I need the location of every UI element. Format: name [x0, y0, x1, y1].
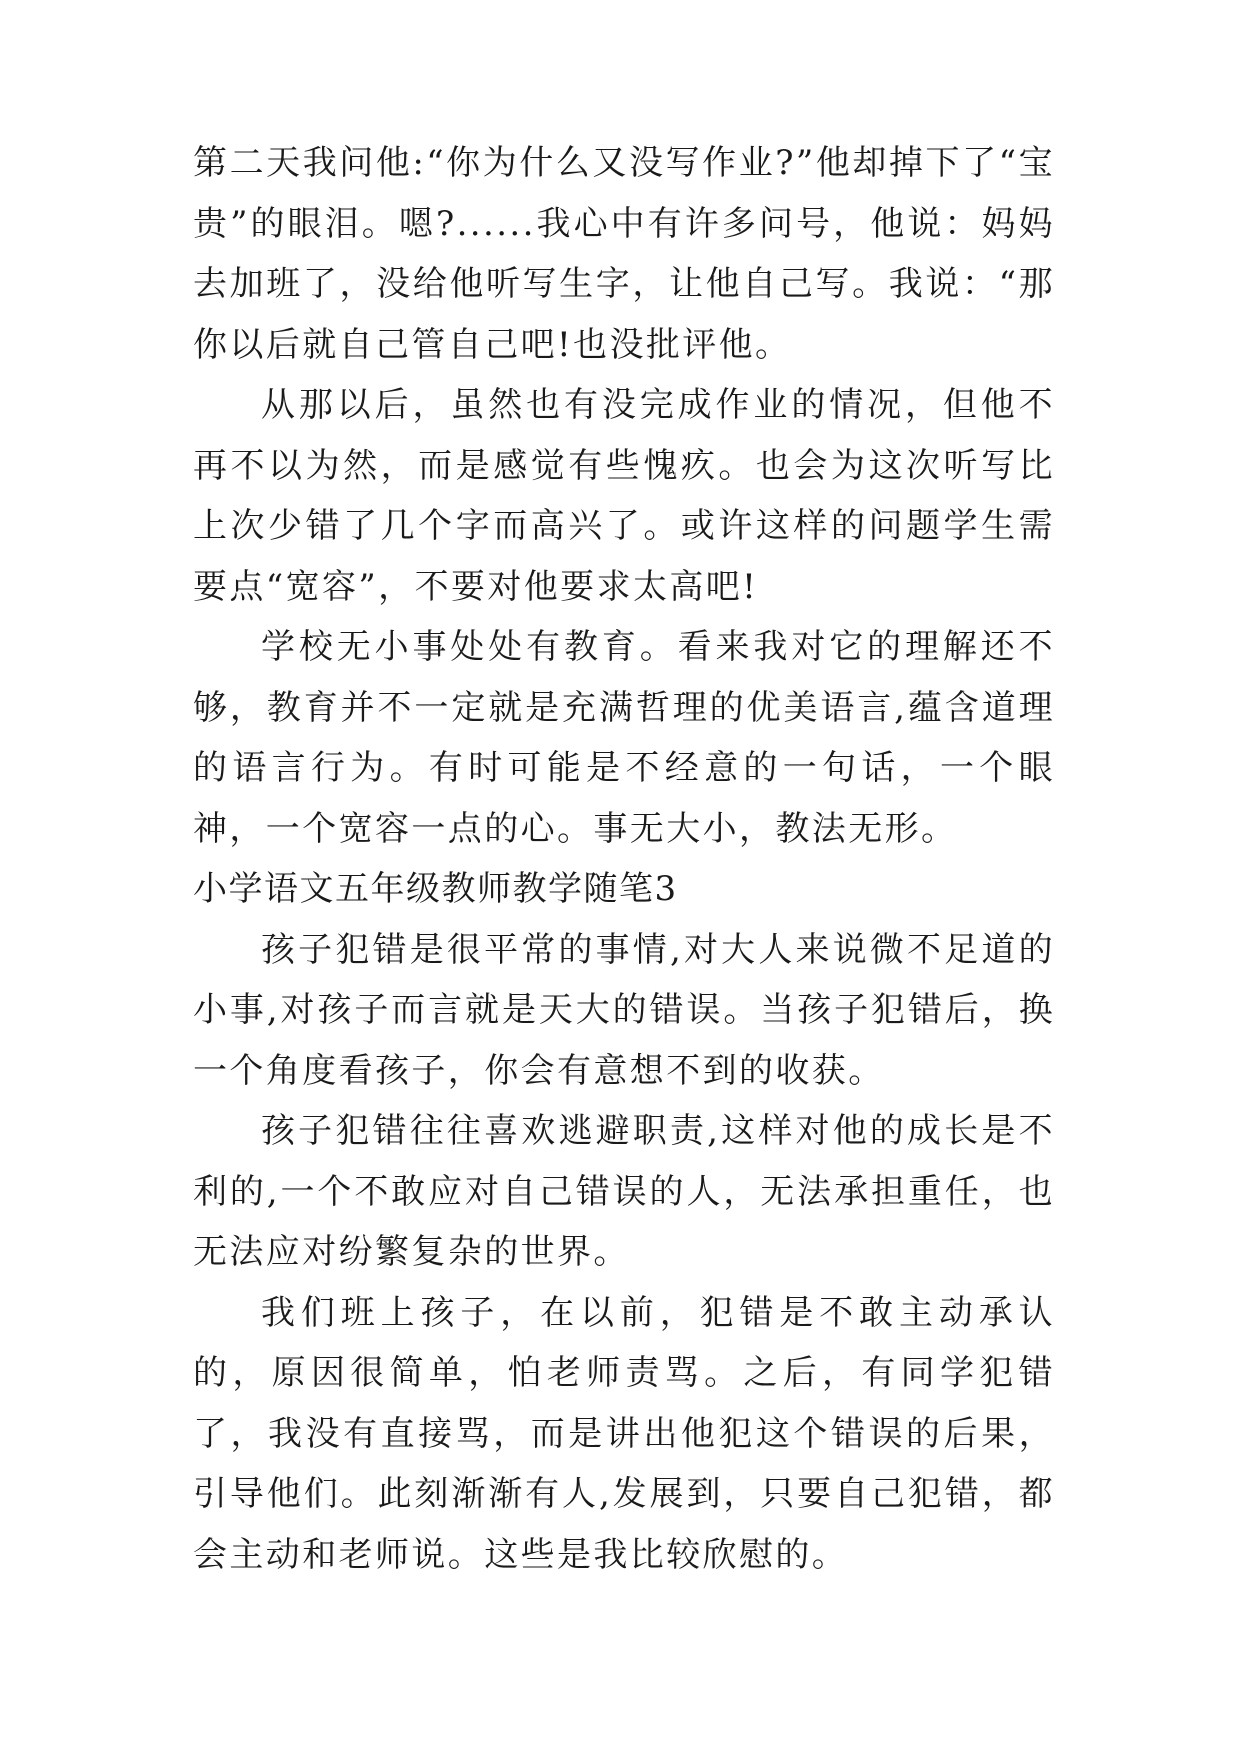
document-body	[193, 133, 1055, 1585]
paragraph: 学校无小事处处有教育。看来我对它的理解还不够，教育并不一定就是充满哲理的优美语言,蕴含道理的语言行为。有时可能是不经意的一句话，一个眼神，一个宽容一点的心。事无大小，教法无形。	[193, 627, 1055, 849]
paragraph: 我们班上孩子，在以前，犯错是不敢主动承认的，原因很简单，怕老师责骂。之后，有同学犯错了，我没有直接骂，而是讲出他犯这个错误的后果，引导他们。此刻渐渐有人,发展到，只要自己犯错，都会主动和老师说。这些是我比较欣慰的。	[193, 1292, 1055, 1575]
paragraph: 孩子犯错是很平常的事情,对大人来说微不足道的小事,对孩子而言就是天大的错误。当孩子犯错后，换一个角度看孩子，你会有意想不到的收获。	[193, 929, 1055, 1091]
paragraph: 第二天我问他:“你为什么又没写作业?”他却掉下了“宝贵”的眼泪。嗯?......我心中有许多问号，他说：妈妈去加班了，没给他听写生字，让他自己写。我说：“那你以后就自己管自己吧!也没批评他。	[193, 143, 1055, 365]
paragraph: 从那以后，虽然也有没完成作业的情况，但他不再不以为然，而是感觉有些愧疚。也会为这次听写比上次少错了几个字而高兴了。或许这样的问题学生需要点“宽容”，不要对他要求太高吧!	[193, 385, 1055, 607]
paragraph: 孩子犯错往往喜欢逃避职责,这样对他的成长是不利的,一个不敢应对自己错误的人，无法承担重任，也无法应对纷繁复杂的世界。	[193, 1111, 1055, 1272]
section-title: 小学语文五年级教师教学随笔3	[193, 869, 678, 909]
